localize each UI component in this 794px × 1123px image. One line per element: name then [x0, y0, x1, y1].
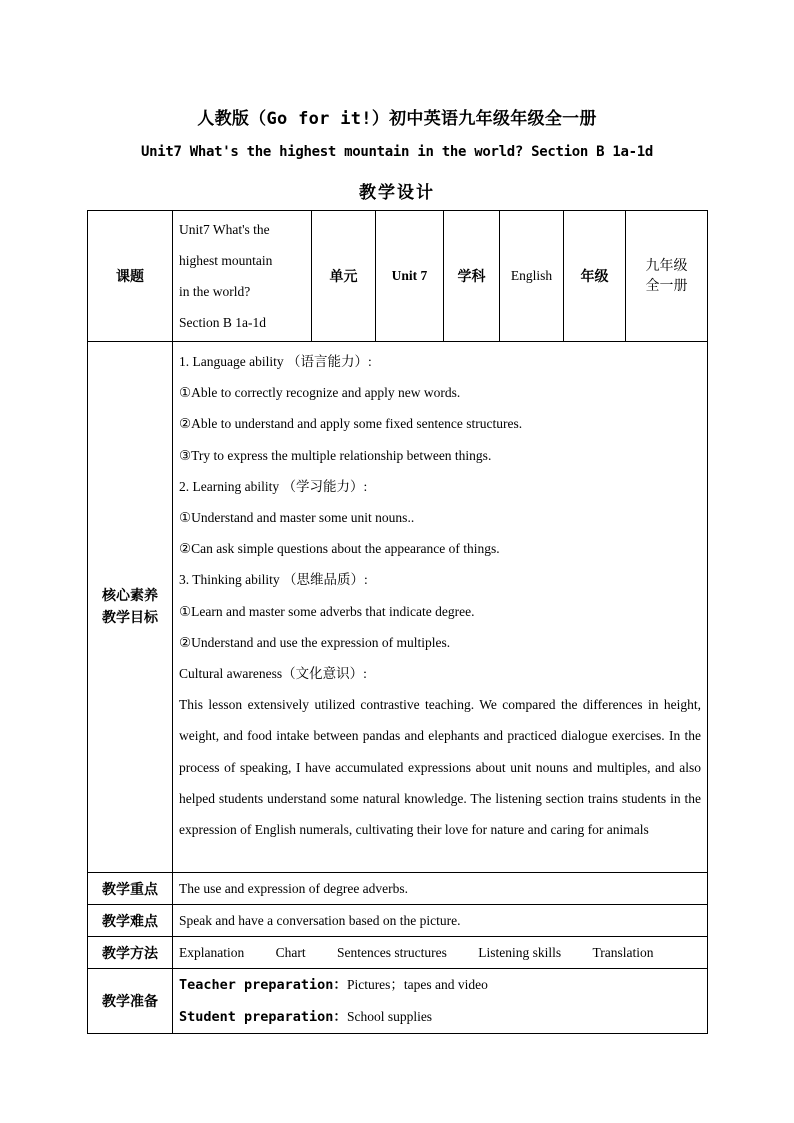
method-item: Explanation: [179, 944, 245, 960]
subject-value: English: [500, 211, 564, 342]
grade-line: 九年级: [645, 258, 688, 274]
objective-line: ①Learn and master some adverbs that indicate degree.: [179, 603, 475, 619]
objective-line: ②Can ask simple questions about the appearance of things.: [179, 541, 500, 557]
topic-value: [173, 211, 312, 342]
subject-label: 学科: [444, 211, 500, 342]
objectives-label-line: 教学目标: [102, 610, 158, 626]
preparation-label: 教学准备: [88, 969, 173, 1034]
topic-line: Section B 1a-1d: [179, 315, 266, 330]
student-preparation-value: School supplies: [346, 1009, 433, 1025]
info-row: [88, 211, 708, 342]
objectives-label-line: 核心素养: [102, 588, 158, 604]
topic-line: Unit7 What's the: [179, 222, 270, 237]
topic-line: highest mountain: [179, 253, 273, 268]
method-item: Translation: [592, 944, 654, 960]
document-type: 教学设计: [359, 183, 435, 203]
method-item: Sentences structures: [336, 944, 447, 960]
student-preparation: [179, 1001, 701, 1033]
topic-line: in the world?: [179, 284, 251, 299]
grade-value: [626, 211, 708, 342]
key-points-row: [88, 873, 708, 905]
unit-label: 单元: [312, 211, 376, 342]
objective-line: 3. Thinking ability （思维品质）:: [179, 572, 368, 588]
objectives-label: [88, 342, 173, 873]
key-points-value: The use and expression of degree adverbs.: [173, 873, 708, 905]
teacher-preparation: [179, 969, 701, 1001]
teacher-preparation-label: Teacher preparation：: [179, 977, 347, 993]
topic-label: 课题: [88, 211, 173, 342]
difficulties-row: [88, 905, 708, 937]
difficulties-value: Speak and have a conversation based on the picture.: [173, 905, 708, 937]
objective-line: ②Understand and use the expression of multiples.: [179, 634, 451, 650]
preparation-row: [88, 969, 708, 1034]
unit-value: Unit 7: [376, 211, 444, 342]
cultural-awareness-paragraph: This lesson extensively utilized contrastive teaching. We compared the differences in height, weight, and food intake between pandas and elephants and practiced dialogue exercises. In the process of speaking, I have accumulated expressions about unit nouns and multiples, and also helped students understand some natural knowledge. The listening section trains students in the expression of English numerals, cultivating their love for nature and caring for animals: [179, 697, 701, 838]
objective-line: 1. Language ability （语言能力）:: [179, 354, 372, 369]
methods-row: [88, 937, 708, 969]
grade-line: 全一册: [645, 278, 688, 294]
objectives-row: [88, 342, 708, 873]
lesson-plan-table: [87, 210, 708, 1034]
objective-line: 2. Learning ability （学习能力）:: [179, 478, 368, 494]
method-item: Chart: [275, 944, 306, 960]
key-points-label: 教学重点: [88, 873, 173, 905]
objective-line: ①Understand and master some unit nouns..: [179, 510, 415, 526]
objective-line: ①Able to correctly recognize and apply new words.: [179, 385, 461, 401]
difficulties-label: 教学难点: [88, 905, 173, 937]
methods-label: 教学方法: [88, 937, 173, 969]
objective-line: ②Able to understand and apply some fixed sentence structures.: [179, 416, 523, 432]
objectives-content: [173, 342, 708, 873]
objective-line: Cultural awareness（文化意识）:: [179, 666, 367, 682]
student-preparation-label: Student preparation：: [179, 1009, 347, 1026]
methods-value: [173, 937, 708, 969]
objective-line: ③Try to express the multiple relationship between things.: [179, 447, 492, 463]
method-item: Listening skills: [478, 944, 562, 960]
preparation-value: [173, 969, 708, 1034]
lesson-subtitle: Unit7 What's the highest mountain in the world? Section B 1a-1d: [140, 144, 654, 160]
teacher-preparation-value: Pictures；tapes and video: [346, 977, 488, 992]
document-title: 人教版（Go for it!）初中英语九年级年级全一册: [197, 109, 597, 129]
grade-label: 年级: [564, 211, 626, 342]
